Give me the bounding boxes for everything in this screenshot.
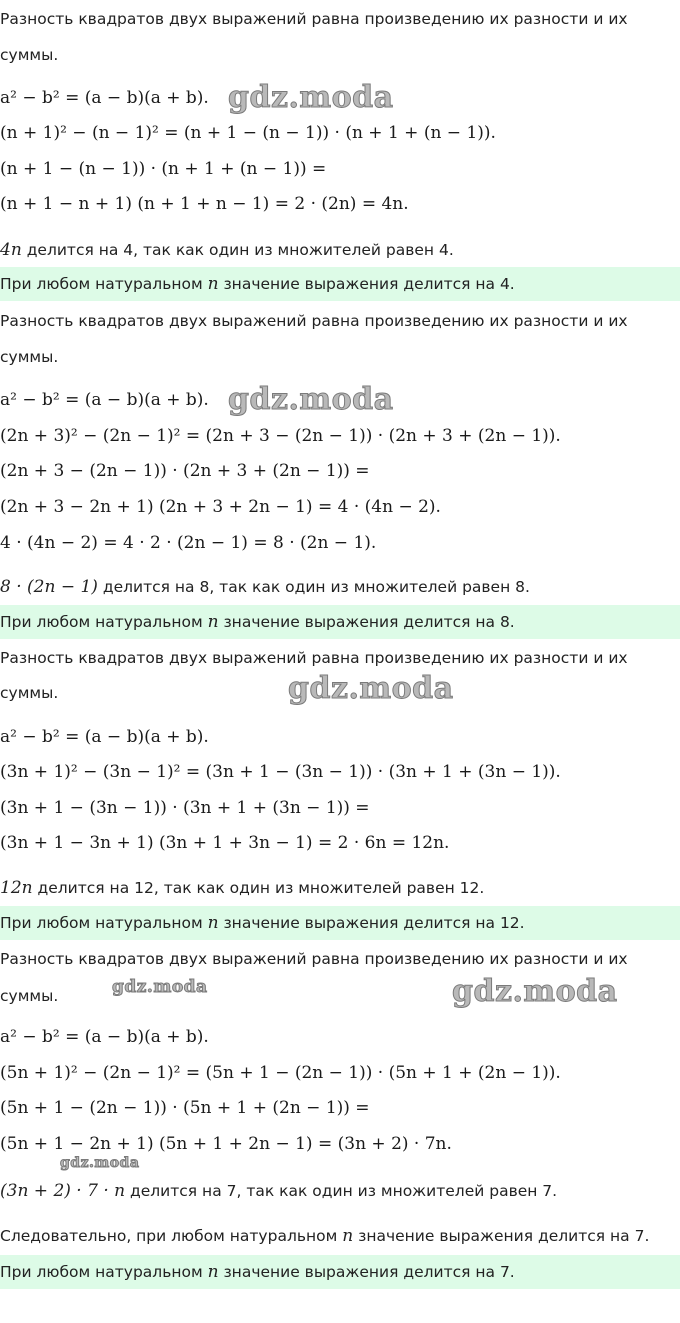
math-line-1: (3n + 1)² − (3n − 1)² = (3n + 1 − (3n − 1)) · (3n + 1 + (3n − 1)). [0, 762, 561, 782]
intro-line-1: Разность квадратов двух выражений равна произведению их разности и их [0, 10, 628, 28]
intro-line-2: суммы. [0, 348, 59, 366]
result-end: значение выражения делится на 12. [218, 914, 525, 932]
math-line-3: (2n + 3 − 2n + 1) (2n + 3 + 2n − 1) = 4 · (4n − 2). [0, 497, 441, 517]
note-math: 4n [0, 240, 22, 260]
formula-difference-of-squares: a² − b² = (a − b)(a + b). [0, 88, 209, 108]
note-text: делится на 7, так как один из множителей равен 7. [125, 1182, 558, 1200]
result-end: значение выражения делится на 7. [218, 1263, 515, 1281]
conclusion-text: Следовательно, при любом натуральном [0, 1227, 343, 1245]
divisibility-note [0, 240, 454, 260]
math-line-1: (5n + 1)² − (2n − 1)² = (5n + 1 − (2n − 1)) · (5n + 1 + (2n − 1)). [0, 1063, 561, 1083]
note-math: 12n [0, 878, 33, 898]
result-text: При любом натуральном [0, 1263, 208, 1281]
result-var: n [207, 274, 219, 294]
intro-line-1: Разность квадратов двух выражений равна произведению их разности и их [0, 649, 628, 667]
result-line [0, 274, 515, 294]
divisibility-note [0, 1181, 557, 1201]
note-text: делится на 8, так как один из множителей равен 8. [97, 578, 530, 596]
math-line-3: (5n + 1 − 2n + 1) (5n + 1 + 2n − 1) = (3n + 2) · 7n. [0, 1134, 452, 1154]
result-line [0, 1262, 515, 1282]
result-text: При любом натуральном [0, 613, 208, 631]
result-var: n [207, 1262, 219, 1282]
result-highlight [0, 267, 680, 301]
result-var: n [207, 913, 219, 933]
math-line-1: (2n + 3)² − (2n − 1)² = (2n + 3 − (2n − 1)) · (2n + 3 + (2n − 1)). [0, 426, 561, 446]
intro-line-2: суммы. [0, 987, 59, 1005]
result-line [0, 913, 525, 933]
intro-line-2: суммы. [0, 684, 59, 702]
formula-difference-of-squares: a² − b² = (a − b)(a + b). [0, 390, 209, 410]
note-math: 8 · (2n − 1) [0, 577, 98, 597]
formula-difference-of-squares: a² − b² = (a − b)(a + b). [0, 1027, 209, 1047]
watermark-logo: gdz.moda [228, 382, 394, 417]
intro-line-1: Разность квадратов двух выражений равна произведению их разности и их [0, 950, 628, 968]
intro-line-1: Разность квадратов двух выражений равна произведению их разности и их [0, 312, 628, 330]
result-text: При любом натуральном [0, 914, 208, 932]
watermark-logo: gdz.moda [288, 671, 454, 706]
math-line-3: (n + 1 − n + 1) (n + 1 + n − 1) = 2 · (2n) = 4n. [0, 194, 409, 214]
formula-difference-of-squares: a² − b² = (a − b)(a + b). [0, 727, 209, 747]
math-line-2: (5n + 1 − (2n − 1)) · (5n + 1 + (2n − 1)) = [0, 1098, 370, 1118]
watermark-logo: gdz.moda [60, 1155, 140, 1171]
result-highlight [0, 605, 680, 639]
divisibility-note [0, 577, 530, 597]
math-line-1: (n + 1)² − (n − 1)² = (n + 1 − (n − 1)) · (n + 1 + (n − 1)). [0, 123, 496, 143]
divisibility-note [0, 878, 484, 898]
watermark-logo: gdz.moda [228, 80, 394, 115]
math-line-3: (3n + 1 − 3n + 1) (3n + 1 + 3n − 1) = 2 · 6n = 12n. [0, 833, 450, 853]
note-text: делится на 4, так как один из множителей равен 4. [21, 241, 454, 259]
math-line-2: (n + 1 − (n − 1)) · (n + 1 + (n − 1)) = [0, 159, 327, 179]
watermark-logo: gdz.moda [452, 974, 618, 1009]
result-line [0, 612, 515, 632]
conclusion-line [0, 1226, 649, 1246]
note-text: делится на 12, так как один из множителей равен 12. [32, 879, 485, 897]
note-math: (3n + 2) · 7 · n [0, 1181, 126, 1201]
math-line-4: 4 · (4n − 2) = 4 · 2 · (2n − 1) = 8 · (2n − 1). [0, 533, 377, 553]
intro-line-2: суммы. [0, 46, 59, 64]
result-highlight [0, 906, 680, 940]
conclusion-end: значение выражения делится на 7. [353, 1227, 650, 1245]
math-line-2: (2n + 3 − (2n − 1)) · (2n + 3 + (2n − 1)) = [0, 461, 370, 481]
result-highlight [0, 1255, 680, 1289]
result-text: При любом натуральном [0, 275, 208, 293]
conclusion-var: n [342, 1226, 354, 1246]
math-line-2: (3n + 1 − (3n − 1)) · (3n + 1 + (3n − 1)) = [0, 798, 370, 818]
result-end: значение выражения делится на 8. [218, 613, 515, 631]
result-end: значение выражения делится на 4. [218, 275, 515, 293]
watermark-logo: gdz.moda [112, 977, 208, 997]
result-var: n [207, 612, 219, 632]
